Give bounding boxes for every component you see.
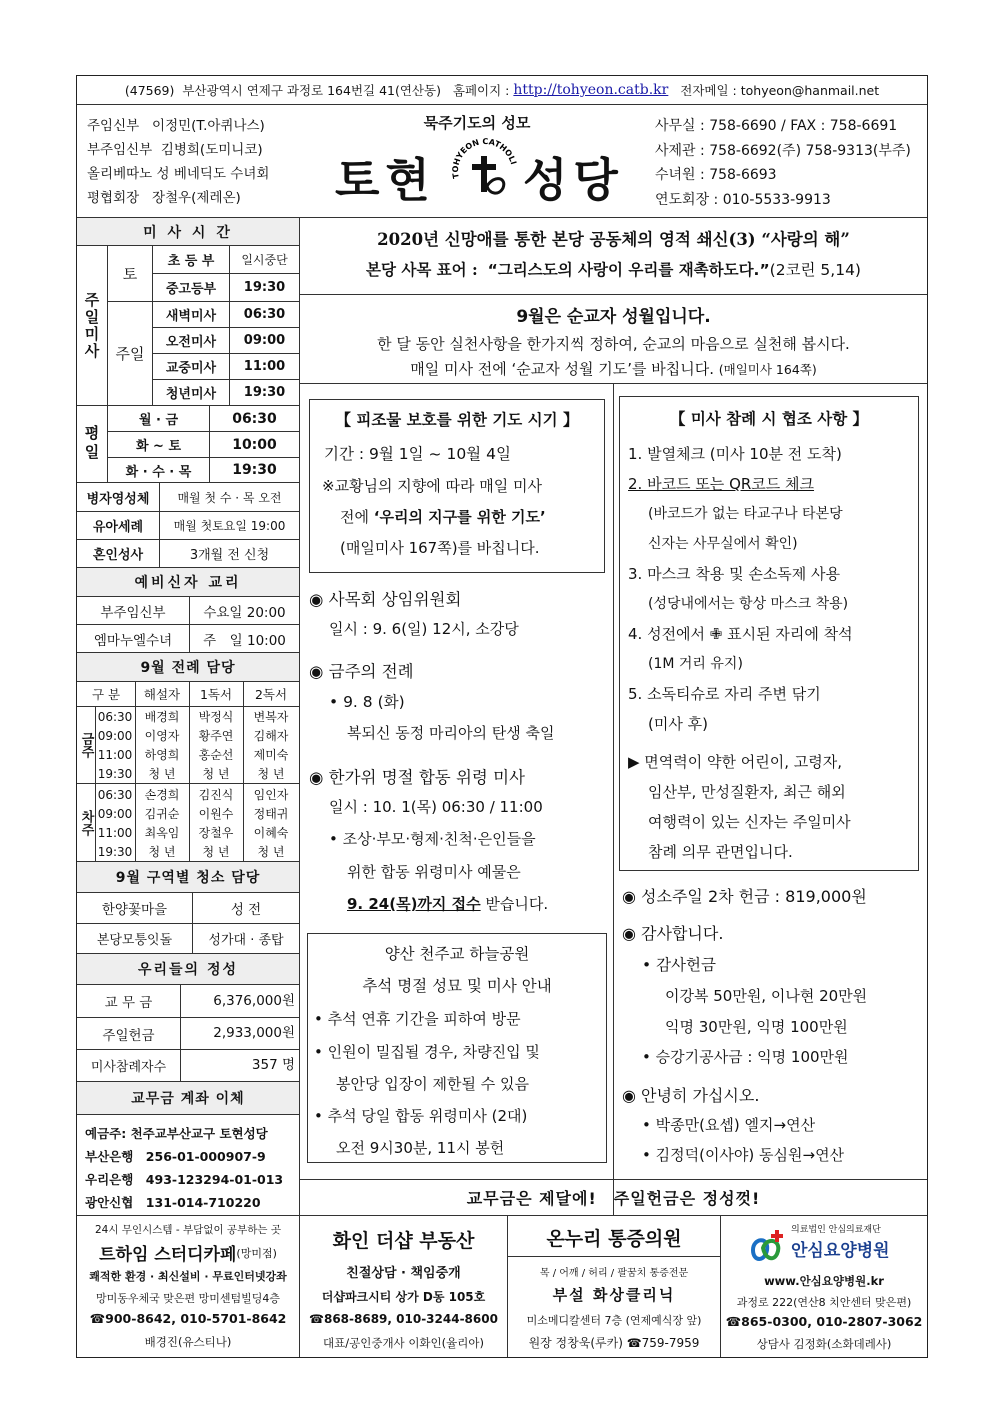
cooperation-item-10: ▶ 면역력이 약한 어린이, 고령자,	[628, 753, 843, 771]
liturgy-head-2: 1독서	[199, 687, 233, 702]
offering-value-2: 357 명	[251, 1057, 295, 1073]
liturgy-this-cell-2-1: 하영희	[144, 748, 180, 762]
cooperation-item-2: (바코드가 없는 타교구나 타본당	[648, 506, 843, 522]
hospital-logo-icon	[747, 1228, 787, 1268]
liturgy-next-cell-1-0: 09:00	[97, 806, 133, 821]
cleaning-area-0: 한양꽃마을	[101, 902, 168, 918]
ad-clinic-specialty: 목 / 어깨 / 허리 / 팔꿈치 통증전문	[539, 1268, 689, 1279]
liturgy-head-3: 2독서	[254, 687, 288, 702]
liturgy-this-cell-1-3: 김해자	[253, 729, 289, 743]
mass-time-1: 19:30	[243, 280, 286, 295]
liturgy-next-cell-1-3: 정태귀	[253, 807, 289, 821]
news-elevator-donation: • 승강기공사금 : 익명 100만원	[642, 1048, 849, 1066]
liturgy-next-cell-0-3: 임인자	[253, 788, 289, 802]
martyr-line-2: 매일 미사 전에 ‘순교자 성월 기도’를 바칩니다. (매일미사 164쪽)	[410, 360, 817, 378]
liturgy-head-0: 구 분	[91, 687, 121, 702]
liturgy-next-cell-0-2: 김진식	[198, 788, 234, 802]
cooperation-item-3: 신자는 사무실에서 확인)	[648, 536, 798, 552]
staff-sisters: 올리베따노 성 베네딕도 수녀회	[87, 166, 270, 182]
news-farewell-2: • 김정덕(이사야) 동심원→연산	[642, 1146, 845, 1164]
liturgy-next-cell-0-0: 06:30	[97, 787, 133, 802]
weekday-mass-label: 평일	[82, 425, 101, 463]
account-woori: 우리은행 493-123294-01-013	[85, 1172, 284, 1187]
catechism-when-0: 수요일 20:00	[203, 604, 286, 621]
ad-hospital-counselor: 상담사 김정화(소화데레사)	[756, 1337, 892, 1351]
banner-year-theme: 2020년 신망애를 통한 본당 공동체의 영적 쇄신(3) “사랑의 해”	[377, 230, 850, 249]
liturgy-this-cell-1-2: 황주연	[198, 729, 234, 743]
mass-time-0: 일시중단	[241, 253, 288, 267]
ad-hospital-address: 과정로 222(연산8 치안센터 맞은편)	[736, 1296, 912, 1309]
chuseok-mass-line-1: • 조상·부모·형제·친척·은인들을	[329, 830, 536, 848]
creation-title: 【 피조물 보호를 위한 기도 시기 】	[335, 411, 579, 429]
week-liturgy-date: • 9. 8 (화)	[329, 693, 405, 711]
chuseok-mass-title: ◉ 한가위 명절 합동 위령 미사	[309, 768, 525, 787]
liturgy-this-cell-1-0: 09:00	[97, 728, 133, 743]
mass-time-3: 09:00	[243, 333, 286, 348]
chuseok-mass-line-3: 9. 24(목)까지 접수 받습니다.	[347, 895, 549, 913]
mass-name-4: 교중미사	[165, 361, 217, 376]
catechism-when-1: 주 일 10:00	[203, 632, 286, 649]
cleaning-place-1: 성가대 · 종탑	[208, 933, 284, 948]
contact-funeral: 연도회장 : 010-5533-9913	[655, 191, 831, 208]
stewardship-motto: 교무금은 제달에! 주일헌금은 정성껏!	[466, 1189, 761, 1208]
news-farewell-1: • 박종만(요셉) 엘지→연산	[642, 1116, 816, 1134]
liturgy-this-cell-3-2: 청 년	[202, 767, 230, 781]
martyr-month-title: 9월은 순교자 성월입니다.	[516, 307, 711, 327]
cooperation-item-1: 2. 바코드 또는 QR코드 체크	[628, 475, 815, 493]
chuseok-mass-time: 일시 : 10. 1(목) 06:30 / 11:00	[329, 798, 543, 816]
offering-label-1: 주일헌금	[102, 1027, 155, 1044]
liturgy-this-week-label: 금주	[78, 732, 94, 758]
cooperation-item-9: (미사 후)	[648, 715, 708, 733]
cemetery-item-3: • 추석 당일 합동 위령미사 (2대)	[314, 1107, 528, 1125]
staff-list	[87, 114, 317, 210]
ad-clinic-burn: 부설 화상클리닉	[552, 1286, 676, 1304]
cooperation-item-4: 3. 마스크 착용 및 손소독제 사용	[628, 565, 841, 583]
ad-study-cafe-name: 트하임 스터디카페 (망미점)	[99, 1245, 277, 1265]
offering-label-2: 미사참례자수	[90, 1060, 167, 1075]
address: 부산광역시 연제구 과정로 164번길 41(연산동)	[182, 83, 441, 98]
catechism-who-1: 엠마누엘수녀	[93, 632, 173, 649]
creation-line-3: (매일미사 167쪽)를 바칩니다.	[340, 539, 540, 557]
liturgy-next-week-label: 차주	[78, 809, 94, 836]
liturgy-next-cell-1-1: 김귀순	[144, 807, 180, 821]
cooperation-item-12: 여행력이 있는 신자는 주일미사	[648, 813, 851, 831]
contact-convent: 수녀원 : 758-6693	[655, 167, 777, 183]
mass-time-5: 19:30	[243, 385, 286, 400]
liturgy-this-cell-3-1: 청 년	[148, 767, 176, 781]
cooperation-title: 【 미사 참례 시 협조 사항 】	[669, 410, 869, 428]
liturgy-this-cell-2-2: 홍순선	[198, 748, 234, 762]
ad-hospital-name: 안심요양병원	[791, 1241, 890, 1261]
ad-clinic-name: 온누리 통증의원	[546, 1228, 682, 1250]
mass-name-1: 중고등부	[165, 282, 217, 297]
news-donation-title: • 감사헌금	[642, 956, 716, 974]
cooperation-item-11: 임산부, 만성질환자, 최근 해외	[648, 783, 846, 801]
weekday-time-0: 06:30	[232, 410, 277, 427]
creation-prayer-box	[309, 399, 605, 573]
staff-assistant: 부주임신부 김병희(도미니코)	[87, 142, 263, 158]
liturgy-next-cell-2-2: 장철우	[198, 826, 234, 840]
catechism-title: 예비신자 교리	[77, 568, 299, 596]
liturgy-next-cell-1-2: 이원수	[198, 807, 234, 821]
ad-study-cafe-location: 망미동우체국 맞은편 망미센텀빌딩4층	[95, 1292, 280, 1305]
liturgy-this-cell-3-3: 청 년	[257, 767, 285, 781]
sunday-mass-label: 주일미사	[82, 291, 101, 360]
title-main-left: 토현	[335, 153, 436, 207]
martyr-line-1: 한 달 동안 실천사항을 한가지씩 정하여, 순교의 마음으로 실천해 봅시다.	[377, 335, 850, 353]
news-farewell-title: ◉ 안녕히 가십시오.	[622, 1086, 760, 1105]
liturgy-next-cell-3-0: 19:30	[97, 844, 133, 859]
liturgy-next-cell-0-1: 손경희	[144, 788, 180, 802]
sacrament-baptism-value: 매월 첫토요일 19:00	[173, 519, 286, 533]
contact-list	[655, 114, 925, 212]
church-emblem-icon	[449, 134, 521, 206]
cemetery-item-2: 봉안당 입장이 제한될 수 있음	[336, 1075, 529, 1093]
banner-motto-label: 본당 사목 표어 :	[366, 260, 478, 279]
liturgy-next-cell-2-1: 최옥임	[144, 826, 180, 840]
liturgy-this-cell-0-0: 06:30	[97, 709, 133, 724]
liturgy-head-1: 해설자	[143, 687, 181, 702]
liturgy-this-cell-0-2: 박정식	[198, 710, 234, 724]
emblem-text: TOHYEON CATHOLI	[450, 137, 519, 180]
offering-label-0: 교 무 금	[104, 995, 153, 1011]
sacrament-marriage-value: 3개월 전 신청	[189, 548, 270, 563]
ad-study-cafe-features: 쾌적한 환경 · 최신설비 · 무료인터넷강좌	[89, 1270, 287, 1283]
account-holder: 예금주: 천주교부산교구 토현성당	[85, 1126, 268, 1141]
weekday-day-2: 화 · 수 · 목	[125, 464, 192, 480]
sacrament-sick-value: 매월 첫 수 · 목 오전	[177, 490, 282, 505]
ad-hospital-website[interactable]: www.안심요양병원.kr	[764, 1274, 884, 1288]
liturgy-next-cell-2-0: 11:00	[97, 825, 133, 840]
email-label: 전자메일 :	[680, 83, 737, 98]
title-main-right: 성당	[523, 153, 624, 207]
creation-line-1: ※교황님의 지향에 따라 매일 미사	[322, 477, 543, 495]
staff-pastor: 주임신부 이정민(T.아퀴나스)	[87, 118, 265, 134]
offering-value-0: 6,376,000원	[213, 993, 295, 1009]
liturgy-next-cell-2-3: 이혜숙	[253, 826, 289, 840]
weekday-day-1: 화 ~ 토	[135, 439, 182, 454]
cleaning-place-0: 성 전	[230, 902, 262, 918]
mass-name-0: 초 등 부	[167, 254, 215, 269]
cleaning-title: 9월 구역별 청소 담당	[77, 862, 299, 892]
bulletin-page	[76, 75, 928, 1358]
ad-hospital-phone: ☎865-0300, 010-2807-3062	[725, 1314, 923, 1329]
sunday-label: 주일	[115, 345, 145, 363]
ad-study-cafe-phone: ☎900-8642, 010-5701-8642	[89, 1311, 287, 1326]
ad-clinic-address: 미소메디칼센터 7층 (연제예식장 앞)	[526, 1314, 702, 1327]
account-title: 교무금 계좌 이체	[77, 1082, 299, 1114]
news-donation-line-2: 익명 30만원, 익명 100만원	[665, 1018, 848, 1036]
ad-realty-name: 화인 더샵 부동산	[332, 1230, 475, 1252]
cooperation-item-7: (1M 거리 유지)	[648, 656, 743, 672]
account-list	[85, 1122, 297, 1214]
liturgy-next-cell-3-2: 청 년	[202, 845, 230, 859]
liturgy-next-cell-3-1: 청 년	[148, 845, 176, 859]
creation-line-2: 전에 ‘우리의 지구를 위한 기도’	[340, 508, 546, 526]
account-busan: 부산은행 256-01-000907-9	[85, 1149, 266, 1164]
saturday-label: 토	[122, 265, 138, 283]
mass-time-4: 11:00	[243, 359, 286, 374]
liturgy-this-cell-1-1: 이영자	[144, 729, 180, 743]
liturgy-this-cell-2-0: 11:00	[97, 747, 133, 762]
title-subtitle: 묵주기도의 성모	[423, 114, 531, 132]
mass-name-5: 청년미사	[165, 387, 217, 402]
ad-realty-slogan: 친절상담 · 책임중개	[346, 1266, 461, 1281]
banner-motto-quote: “그리스도의 사랑이 우리를 재촉하도다.”	[487, 261, 770, 279]
cemetery-item-1: • 인원이 밀집될 경우, 차량진입 및	[314, 1043, 540, 1061]
mass-time-2: 06:30	[243, 307, 286, 322]
contact-rectory: 사제관 : 758-6692(주) 758-9313(부주)	[655, 142, 911, 159]
news-donation-line-1: 이강복 50만원, 이나현 20만원	[665, 987, 868, 1005]
header-bar	[77, 76, 927, 104]
cleaning-area-1: 본당모퉁잇돌	[96, 933, 173, 948]
sacrament-baptism-label: 유아세례	[92, 520, 144, 535]
weekday-time-2: 19:30	[232, 462, 277, 478]
cooperation-item-13: 참례 의무 관면입니다.	[648, 843, 793, 861]
cemetery-title-2: 추석 명절 성묘 및 미사 안내	[362, 977, 552, 995]
news-thanks-title: ◉ 감사합니다.	[622, 924, 724, 943]
council-time: 일시 : 9. 6(일) 12시, 소강당	[329, 620, 519, 638]
account-shinhyup: 광안신협 131-014-710220	[85, 1195, 261, 1210]
homepage-link[interactable]: http://tohyeon.catb.kr	[513, 82, 669, 98]
ad-realty-address: 더샵파크시티 상가 D동 105호	[321, 1290, 486, 1304]
week-liturgy-feast: 복되신 동정 마리아의 탄생 축일	[347, 724, 555, 742]
mass-name-3: 오전미사	[165, 335, 217, 350]
weekday-day-0: 월 · 금	[138, 413, 179, 428]
staff-council: 평협회장 장철우(제레온)	[87, 190, 241, 206]
cooperation-item-8: 5. 소독티슈로 자리 주변 닦기	[628, 685, 821, 703]
liturgy-title: 9월 전례 담당	[77, 653, 299, 681]
cooperation-item-0: 1. 발열체크 (미사 10분 전 도착)	[628, 445, 842, 463]
offering-value-1: 2,933,000원	[213, 1025, 295, 1041]
ad-study-cafe-tagline: 24시 무인시스템 - 부담없이 공부하는 곳	[95, 1224, 281, 1236]
ad-realty-phone: ☎868-8689, 010-3244-8600	[309, 1312, 498, 1326]
homepage-label: 홈페이지 :	[452, 83, 510, 98]
cooperation-item-6: 4. 성전에서 ✙ 표시된 자리에 착석	[628, 625, 853, 643]
cooperation-box	[619, 396, 919, 871]
ad-realty-owner: 대표/공인중개사 이화인(율리아)	[323, 1336, 484, 1350]
ad-hospital-foundation: 의료법인 안심의료재단	[791, 1225, 881, 1235]
catechism-who-0: 부주임신부	[100, 604, 166, 621]
offering-title: 우리들의 정성	[77, 954, 299, 984]
sacrament-sick-label: 병자영성체	[86, 491, 150, 507]
ad-clinic-director: 원장 정창욱(루카) ☎759-7959	[528, 1336, 700, 1350]
news-vocation-offering: ◉ 성소주일 2차 헌금 : 819,000원	[622, 887, 867, 906]
cooperation-item-5: (성당내에서는 항상 마스크 착용)	[648, 596, 849, 612]
email-address[interactable]: tohyeon@hanmail.net	[740, 82, 880, 98]
liturgy-this-cell-2-3: 제미숙	[253, 748, 289, 762]
weekday-time-1: 10:00	[232, 436, 277, 453]
week-liturgy-title: ◉ 금주의 전례	[309, 662, 414, 681]
banner-motto-ref: (2코린 5,14)	[769, 261, 861, 279]
mass-name-2: 새벽미사	[165, 309, 217, 324]
cemetery-title-1: 양산 천주교 하늘공원	[384, 945, 530, 963]
chuseok-mass-line-2: 위한 합동 위령미사 예물은	[347, 863, 521, 881]
council-title: ◉ 사목회 상임위원회	[309, 590, 462, 609]
mass-times-title: 미 사 시 간	[77, 218, 299, 245]
banner-motto	[300, 258, 927, 280]
contact-office: 사무실 : 758-6690 / FAX : 758-6691	[655, 118, 898, 134]
sacrament-marriage-label: 혼인성사	[92, 548, 144, 563]
cemetery-item-4: 오전 9시30분, 11시 봉헌	[336, 1139, 505, 1157]
liturgy-this-cell-3-0: 19:30	[97, 766, 133, 781]
liturgy-this-cell-0-3: 변복자	[253, 710, 289, 724]
liturgy-this-cell-0-1: 배경희	[144, 710, 180, 724]
cemetery-notice-box	[307, 933, 607, 1163]
liturgy-next-cell-3-3: 청 년	[257, 845, 285, 859]
postal-code: (47569)	[124, 82, 175, 98]
cemetery-item-0: • 추석 연휴 기간을 피하여 방문	[314, 1010, 521, 1028]
ad-study-cafe-owner: 배경진(유스티나)	[144, 1335, 232, 1349]
creation-period: 기간 : 9월 1일 ~ 10월 4일	[324, 445, 511, 463]
